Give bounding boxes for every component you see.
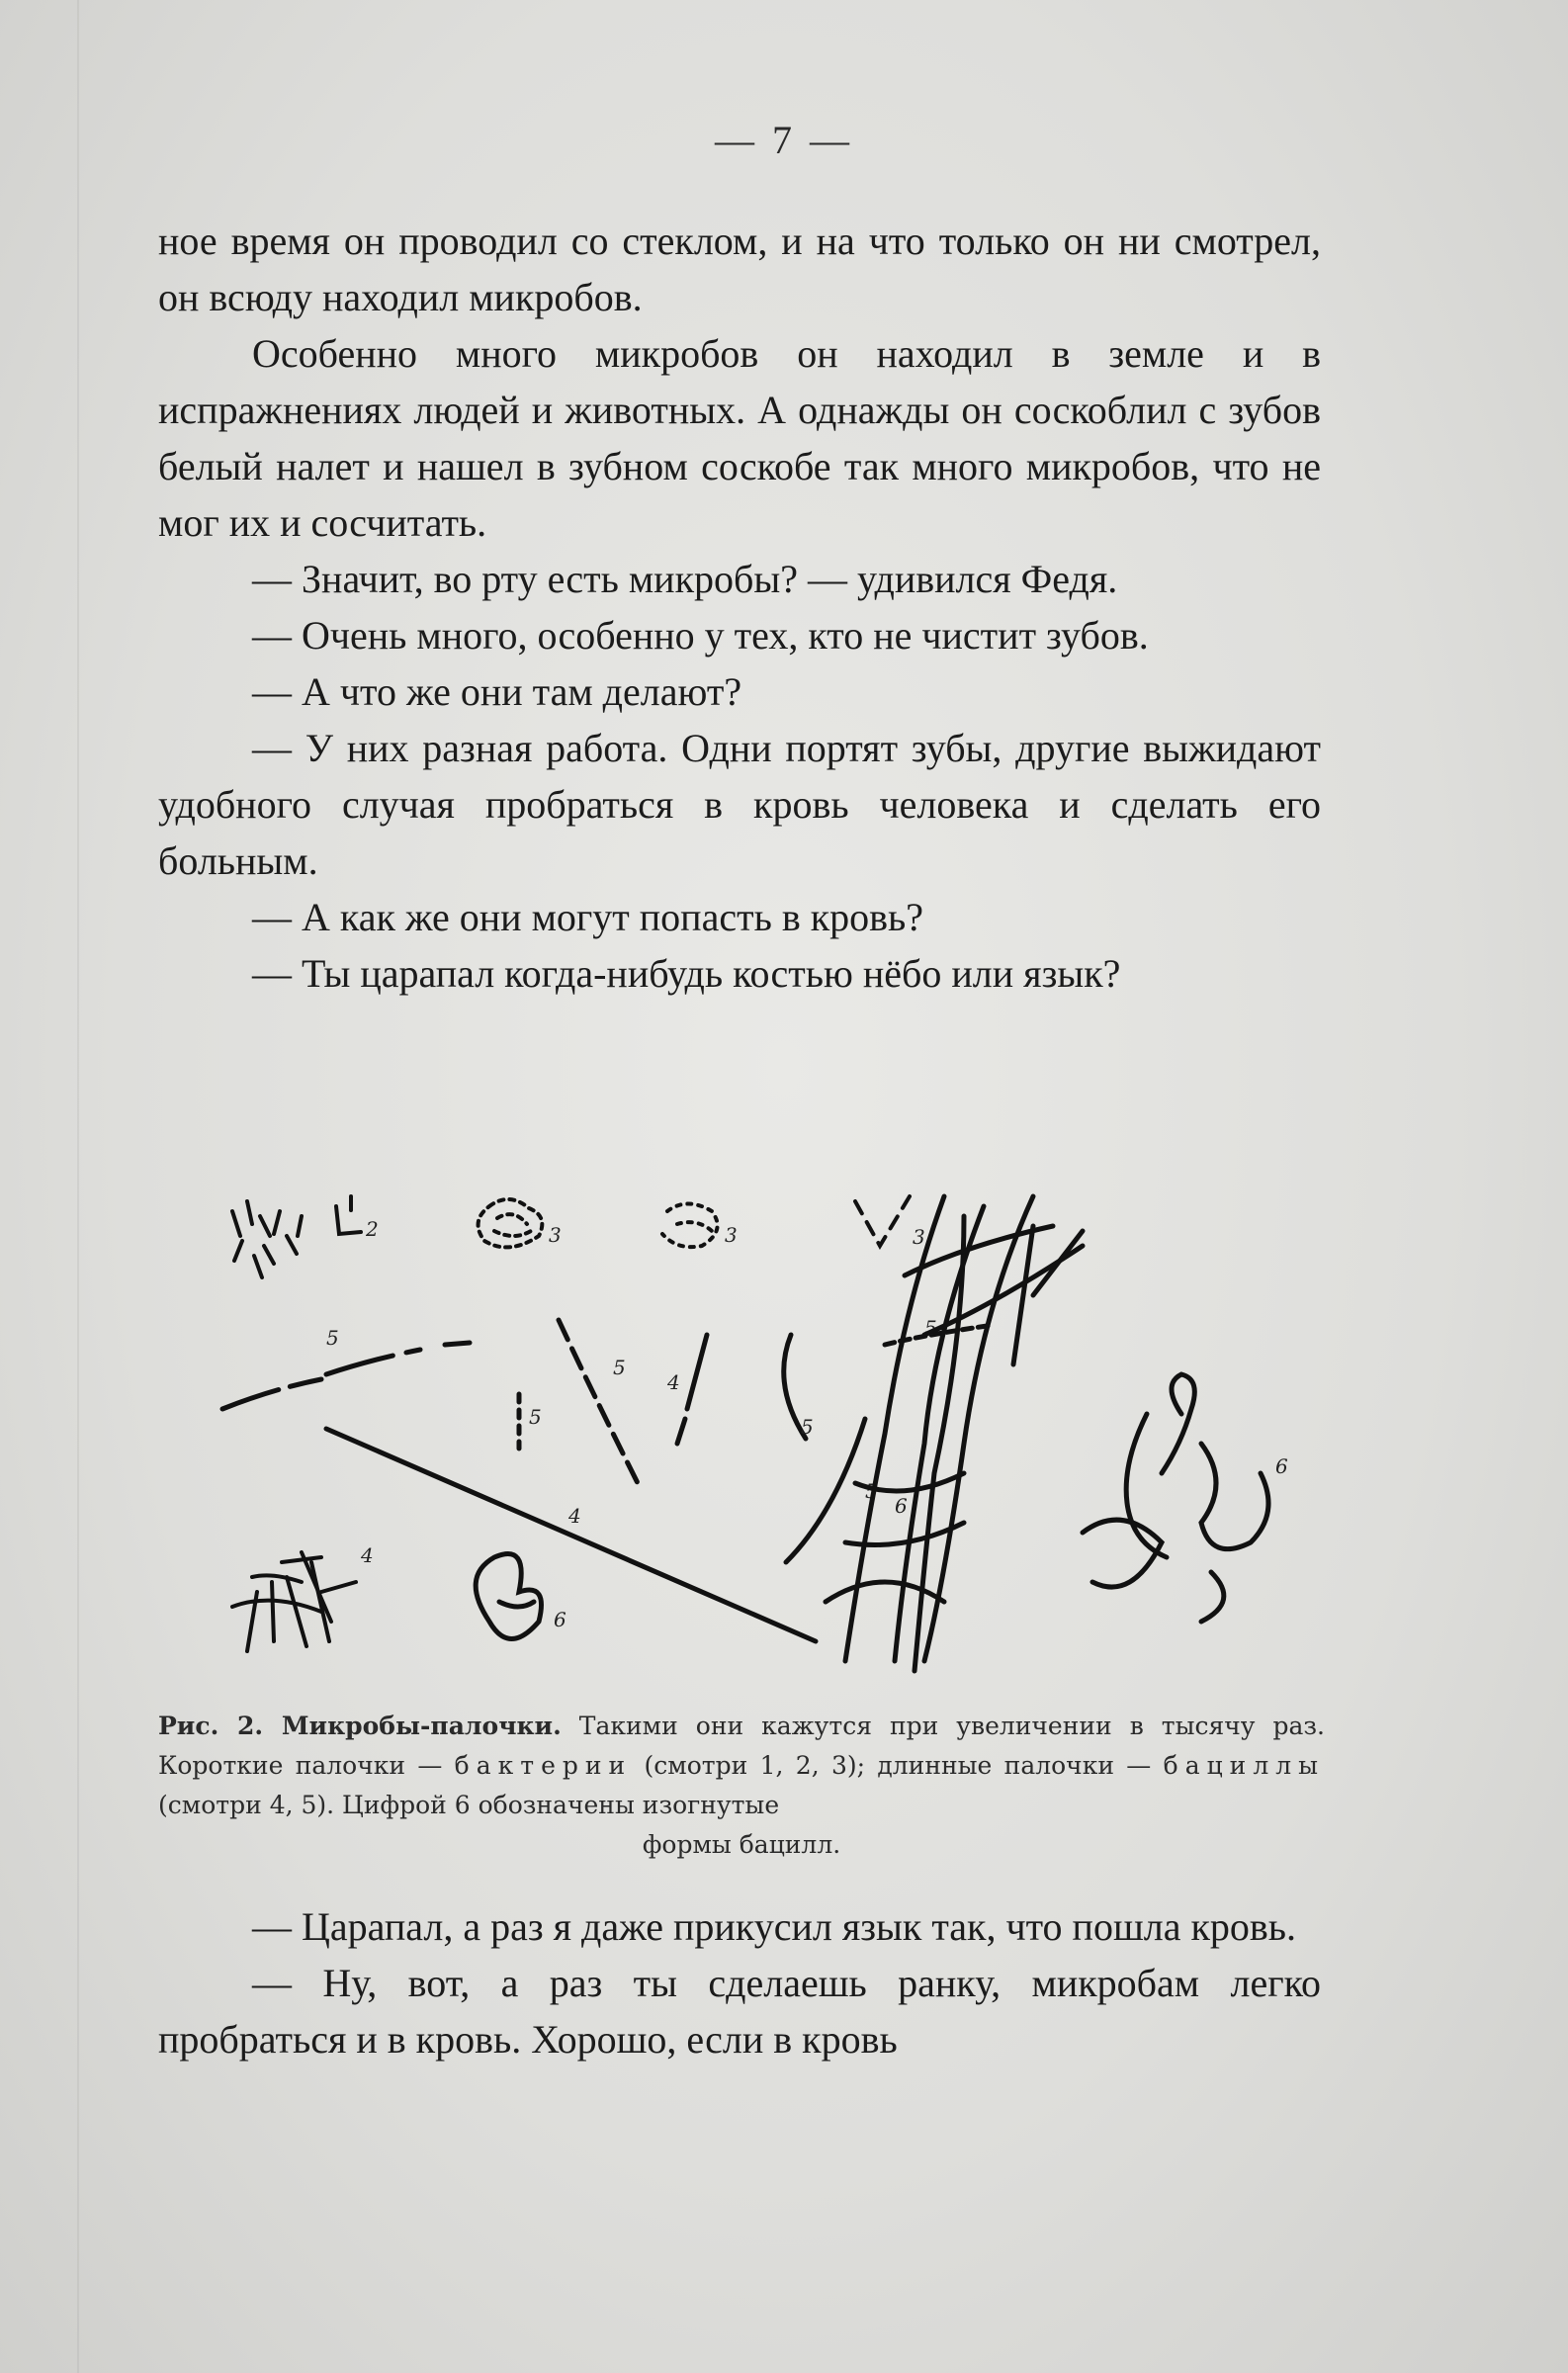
- cocci-rods-cluster-3b: [662, 1204, 718, 1248]
- dialogue-line: — А что же они там делают?: [252, 669, 742, 714]
- bacilli-tangle-4: [232, 1552, 356, 1651]
- figure-label-3a: 3: [549, 1223, 562, 1247]
- paragraph: Особенно много микробов он находил в земле и в испражнениях людей и животных. А однажды он соскоблил с зубов белый налет и нашел в зубном соскобе так много микробов, что не мог их и сосчитать.: [158, 331, 1321, 545]
- caption-text: Такими они кажутся при увеличении в тысячу раз. Короткие палочки —: [158, 1712, 1325, 1780]
- bottom-text-block: [158, 1898, 1321, 2067]
- rod-chain-3c: [855, 1196, 910, 1246]
- figure-label-5e: 5: [865, 1479, 878, 1503]
- figure-label-3c: 3: [913, 1225, 925, 1249]
- bacteria-illustration: [213, 1186, 1359, 1701]
- figure-label-5d: 5: [801, 1415, 814, 1439]
- caption-text: (смотри 1, 2, 3); длинные палочки —: [644, 1751, 1152, 1780]
- dialogue-line: — Царапал, а раз я даже прикусил язык так, что пошла кровь.: [252, 1904, 1297, 1949]
- figure-label-5a: 5: [326, 1326, 339, 1350]
- dialogue-line: — Ну, вот, а раз ты сделаешь ранку, микробам легко пробраться и в кровь. Хорошо, если в кровь: [158, 1961, 1321, 2062]
- top-text-block: [158, 213, 1321, 1002]
- dialogue-line: — У них разная работа. Одни портят зубы, другие выжидают удобного случая пробраться в кровь человека и сделать его больным.: [158, 726, 1321, 883]
- short-rods-cluster-1: [232, 1201, 302, 1277]
- figure-label-5b: 5: [529, 1405, 542, 1429]
- figure-label-4a: 4: [667, 1370, 680, 1394]
- caption-text: формы бацилл.: [642, 1830, 841, 1859]
- dialogue-line: — А как же они могут попасть в кровь?: [252, 895, 924, 939]
- figure-label-6c: 6: [1275, 1454, 1288, 1478]
- figure-caption: [158, 1707, 1325, 1865]
- figure-label-4b: 4: [568, 1504, 581, 1528]
- short-rods-cluster-2: [336, 1196, 361, 1234]
- curved-bacilli-6a: [476, 1554, 541, 1639]
- figure-label-6b: 6: [895, 1494, 908, 1518]
- fibrous-bacilli-mass-6: [826, 1196, 1083, 1671]
- dialogue-line: — Очень много, особенно у тех, кто не чистит зубов.: [252, 613, 1149, 658]
- figure-label-6a: 6: [554, 1608, 566, 1631]
- curved-bacilli-6c: [1083, 1374, 1268, 1622]
- paragraph: ное время он проводил со стеклом, и на что только он ни смотрел, он всюду находил микробов.: [158, 219, 1321, 319]
- caption-title: Рис. 2. Микробы-палочки.: [158, 1712, 562, 1740]
- caption-term: бактерии: [454, 1751, 633, 1780]
- cocci-rods-cluster-3: [479, 1199, 543, 1247]
- figure-label-5c: 5: [613, 1356, 626, 1379]
- figure-label-4c: 4: [361, 1543, 374, 1567]
- scan-fold-line: [77, 0, 79, 2373]
- dialogue-line: — Ты царапал когда-нибудь костью нёбо или язык?: [252, 951, 1121, 996]
- figure-label-5f: 5: [924, 1316, 937, 1340]
- figure-label-2: 2: [366, 1217, 379, 1241]
- page-number: — 7 —: [715, 118, 853, 162]
- caption-term: бациллы: [1163, 1751, 1325, 1780]
- figure-label-3b: 3: [725, 1223, 738, 1247]
- dialogue-line: — Значит, во рту есть микробы? — удивился Федя.: [252, 557, 1118, 601]
- bacteria-drawing: [213, 1186, 1359, 1701]
- caption-text: (смотри 4, 5). Цифрой 6 обозначены изогнутые: [158, 1791, 780, 1819]
